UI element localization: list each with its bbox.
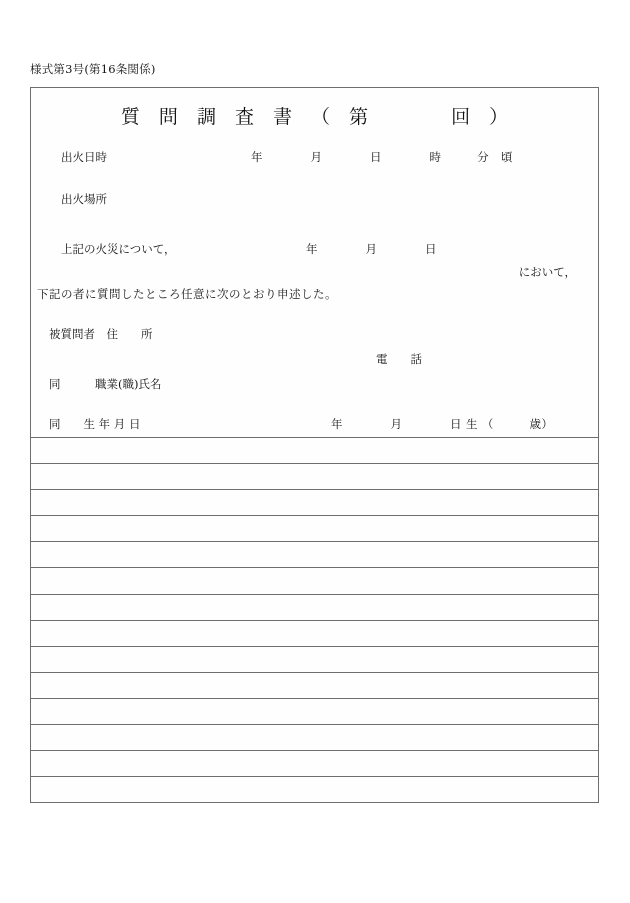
statement-ruled-row[interactable] xyxy=(31,595,598,621)
fire-datetime-blank-field[interactable]: 年 月 日 時 分 頃 xyxy=(251,150,513,164)
respondent-occupation-name-label: 同 職業(職)氏名 xyxy=(49,377,162,391)
statement-ruled-row[interactable] xyxy=(31,516,598,542)
statement-ruled-row[interactable] xyxy=(31,673,598,699)
statement-ruled-row[interactable] xyxy=(31,438,598,464)
respondent-address-label: 被質問者 住 所 xyxy=(49,327,153,341)
statement-ruled-row[interactable] xyxy=(31,725,598,751)
fire-datetime-label: 出火日時 xyxy=(61,150,107,164)
statement-writing-area xyxy=(31,437,598,803)
statement-ruled-row[interactable] xyxy=(31,751,598,777)
form-number-label: 様式第3号(第16条関係) xyxy=(30,62,156,76)
page-title: 質 問 調 査 書 （ 第 回 ） xyxy=(120,106,515,128)
statement-ruled-row[interactable] xyxy=(31,621,598,647)
statement-line: 下記の者に質問したところ任意に次のとおり申述した。 xyxy=(37,287,337,301)
statement-ruled-row[interactable] xyxy=(31,647,598,673)
form-body-box xyxy=(30,87,599,803)
statement-ruled-row[interactable] xyxy=(31,542,598,568)
respondent-birthdate-blank-field[interactable]: 年 月 日 生 （ 歳） xyxy=(331,417,554,431)
respondent-phone-label: 電 話 xyxy=(376,352,422,366)
statement-ruled-row[interactable] xyxy=(31,568,598,594)
at-place-label: において， xyxy=(518,265,576,279)
respondent-birthdate-label: 同 生 年 月 日 xyxy=(49,417,141,431)
statement-ruled-row[interactable] xyxy=(31,699,598,725)
about-fire-date-blank-field[interactable]: 年 月 日 xyxy=(306,242,437,256)
fire-location-label: 出火場所 xyxy=(61,192,107,206)
about-fire-label: 上記の火災について， xyxy=(61,242,176,256)
statement-ruled-row[interactable] xyxy=(31,777,598,803)
statement-ruled-row[interactable] xyxy=(31,464,598,490)
statement-ruled-row[interactable] xyxy=(31,490,598,516)
